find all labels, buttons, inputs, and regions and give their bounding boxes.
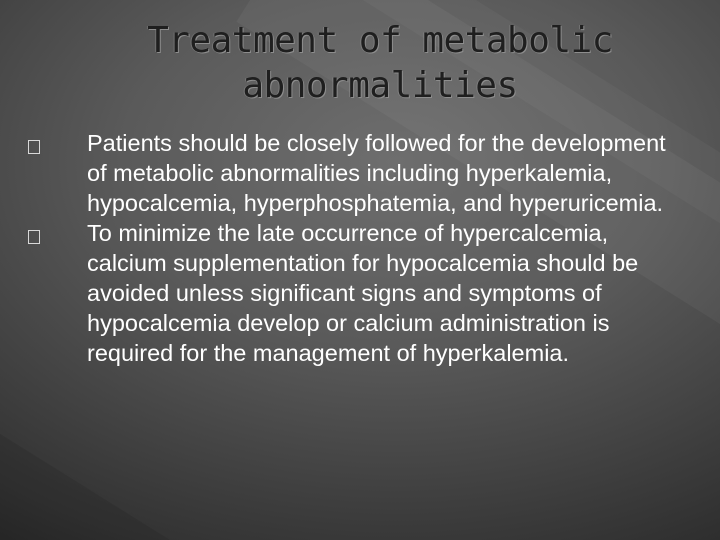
slide-title-line-2: abnormalities [242,65,518,106]
bullet-item [28,128,678,218]
square-bullet-icon [28,230,40,244]
square-bullet-icon [28,140,40,154]
slide-title [100,18,660,108]
bullet-item [28,218,678,368]
slide-body [28,128,678,368]
bullet-text: Patients should be closely followed for the development of metabolic abnormalities including hyperkalemia, hypocalcemia, hyperphosphatemia, and hyperuricemia. [87,130,666,216]
bullet-text: To minimize the late occurrence of hypercalcemia, calcium supplementation for hypocalcemia should be avoided unless significant signs and symptoms of hypocalcemia develop or calcium administration is required for the management of hyperkalemia. [87,220,639,366]
slide-title-line-1: Treatment of metabolic [147,20,613,61]
background-stripe [0,340,444,540]
